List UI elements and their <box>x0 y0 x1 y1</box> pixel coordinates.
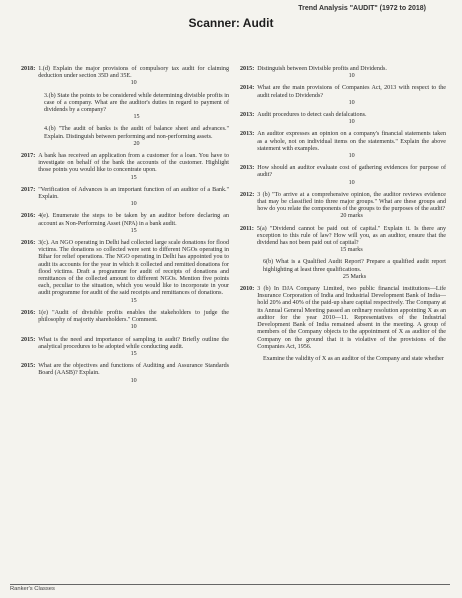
question-year <box>21 126 41 148</box>
question-year: 2018: <box>21 66 36 72</box>
question-text <box>38 240 229 305</box>
question-year: 2016: <box>21 240 36 247</box>
question-item <box>240 356 446 363</box>
question-body: What is the need and importance of sampling in audit? Briefly outline the analytical procedures to be adopted while conducting audit. <box>38 336 229 350</box>
question-item <box>240 259 446 281</box>
question-marks: 10 <box>130 377 137 384</box>
right-column <box>240 66 446 368</box>
question-year: 2010: <box>240 286 255 293</box>
question-year: 2013: <box>240 131 255 138</box>
question-year <box>21 93 41 122</box>
question-body: Distinguish between Divisible profits and Dividends. <box>257 66 387 72</box>
question-body: 1.(d) Explain the major provisions of compulsory tax audit for claiming deduction under section 35D and 35E. <box>38 66 229 80</box>
left-column <box>21 66 229 390</box>
question-text <box>257 131 446 160</box>
question-year: 2014: <box>240 85 255 92</box>
question-marks: 10 <box>348 179 355 186</box>
question-text <box>257 226 446 255</box>
question-body: 1(e) "Audit of divisible profits enables the stakeholders to judge the philosophy of majority shareholders." Comment. <box>38 309 229 324</box>
question-year <box>240 259 260 281</box>
question-marks: 15 <box>130 227 137 234</box>
question-body: What are the main provisions of Companies Act, 2013 with respect to the audit related to Dividends? <box>257 85 446 99</box>
question-marks: 10 <box>348 119 355 126</box>
question-body: 3 (b) In DJA Company Limited, two public financial institutions—Life Insurance Corporation of India and Industrial Development Bank of India—hold 20% and 40% of the paid-up share capital respectively. The Company at its Annual General Meeting passed an ordinary resolution appointing X as an auditor for the year 2010—11. Representatives of the Industrial Development Bank of India remained absent in the meeting. A group of members of the Company objects to the appointment of X as auditor of the Company on the ground that it is violative of the provisions of the Companies Act, 1956. <box>257 286 446 350</box>
question-text <box>44 126 229 148</box>
question-marks: 10 <box>130 80 137 87</box>
question-text <box>38 363 229 385</box>
question-item <box>240 192 446 221</box>
question-body: 3 (b) "To arrive at a comprehensive opinion, the auditor reviews evidence that may be classified into three major groups." What are these groups and how do you relate the components of the groups to the purposes of the audit? <box>257 191 446 213</box>
question-text <box>263 259 446 281</box>
question-marks: 15 <box>130 174 137 181</box>
question-year: 2016: <box>21 309 36 316</box>
question-text <box>263 356 446 363</box>
question-item <box>21 66 229 88</box>
question-item <box>240 286 446 351</box>
question-body: What are the objectives and functions of Auditing and Assurance Standards Board (AASB)? Explain. <box>38 363 229 377</box>
footer-label: Ranker's Classes <box>10 584 450 592</box>
question-item <box>240 112 446 126</box>
question-body: 6(b) What is a Qualified Audit Report? Prepare a qualified audit report highlighting at least three qualifications. <box>263 259 446 273</box>
question-year: 2013: <box>240 112 255 119</box>
question-text <box>257 165 446 187</box>
question-item <box>240 66 446 80</box>
question-body: 4(e). Enumerate the steps to be taken by an auditor before declaring an account as Non-Performing Asset (NPA) in a bank audit. <box>38 213 229 227</box>
question-item <box>21 363 229 385</box>
question-body: 5(a) "Dividend cannot be paid out of capital." Explain it. Is there any exception to this rule of law? How will you, as an auditor, ensure that the dividend has not been paid out of capital? <box>256 225 446 247</box>
question-body: Audit procedures to detect cash defalcations. <box>257 112 367 119</box>
question-marks: 10 <box>348 153 355 160</box>
question-marks: 20 marks <box>340 213 363 220</box>
question-marks: 15 <box>130 297 137 304</box>
question-item <box>21 337 229 359</box>
question-text <box>257 192 446 221</box>
question-item <box>240 165 446 187</box>
question-year: 2016: <box>21 213 36 220</box>
question-body: A bank has received an application from a customer for a loan. You have to investigate on behalf of the bank the accounts of the customer. Highlight those points you would like to concentrate upon. <box>38 153 229 174</box>
question-marks: 15 <box>130 350 137 357</box>
page-title: Scanner: Audit <box>188 16 274 30</box>
question-item <box>240 131 446 160</box>
question-body: An auditor expresses an opinion on a company's financial statements taken as a whole, not on individual items on the statements." Explain the above statement with examples. <box>257 131 446 152</box>
question-body: Examine the validity of X as an auditor of the Company and state whether <box>263 355 444 362</box>
question-body: 4.(b) "The audit of banks is the audit of balance sheet and advances." Explain. Distinguish between performing and non-performing assets. <box>44 126 229 140</box>
question-body: 3(c). An NGO operating in Delhi had collected large scale donations for flood victims. The donations so collected were sent to different NGOs operating in Bihar for relief operations. The NGO operating in Delhi has appointed you to audit its accounts for the year in which it collected and remitted donations for flood victims. Draft a programme for audit of receipts of donations and remittances of the collected amount to different NGOs. Mention five points each, peculiar to the situation, which you would like to incorporate in your audit programme for audit of the said receipts and remittances of donations. <box>38 240 229 297</box>
question-body: "Verification of Advances is an important function of an auditor of a Bank." Explain. <box>38 186 229 201</box>
question-year: 2015: <box>240 66 255 72</box>
question-marks: 10 <box>348 99 355 106</box>
question-item <box>240 85 446 107</box>
question-marks: 15 marks <box>340 247 363 254</box>
question-marks: 20 <box>133 140 140 147</box>
question-text <box>38 310 229 332</box>
question-item <box>21 240 229 305</box>
question-year: 2017: <box>21 186 36 193</box>
question-text <box>257 66 446 80</box>
question-year: 2017: <box>21 153 36 160</box>
question-text <box>257 85 446 107</box>
question-marks: 10 <box>130 324 137 331</box>
question-text <box>257 286 446 351</box>
series-heading: Trend Analysis "AUDIT" (1972 to 2018) <box>298 5 426 12</box>
question-text <box>38 153 229 182</box>
question-text <box>38 213 229 235</box>
question-year: 2013: <box>240 165 255 172</box>
question-year: 2015: <box>21 363 36 370</box>
question-marks: 10 <box>348 73 355 80</box>
question-item <box>21 213 229 235</box>
question-text <box>38 66 229 88</box>
question-year: 2015: <box>21 336 36 343</box>
question-item <box>21 126 229 148</box>
question-marks: 15 <box>133 114 140 121</box>
question-text <box>38 337 229 359</box>
question-text <box>38 187 229 209</box>
question-item <box>21 153 229 182</box>
question-item <box>21 310 229 332</box>
question-year: 2011: <box>240 225 254 232</box>
question-marks: 10 <box>130 201 137 208</box>
question-body: How should an auditor evaluate cost of gathering evidences for purpose of audit? <box>257 165 446 179</box>
question-text <box>257 112 446 126</box>
question-body: 3.(b) State the points to be considered while determining divisible profits in case of a company. What are the auditor's duties in regard to payment of dividends by a company? <box>44 92 229 114</box>
question-item <box>240 226 446 255</box>
question-marks: 25 Marks <box>342 273 367 280</box>
question-year: 2012: <box>240 191 255 198</box>
question-item <box>21 93 229 122</box>
question-item <box>21 187 229 209</box>
question-text <box>44 93 229 122</box>
question-year <box>240 356 260 363</box>
